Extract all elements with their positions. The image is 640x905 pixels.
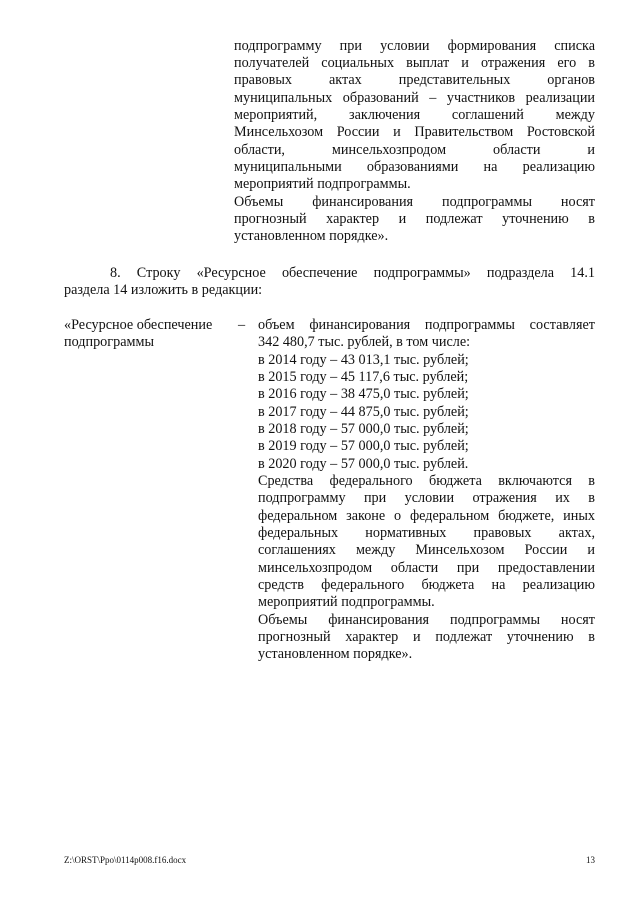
text-line: муниципальными образованиями на реализацию bbox=[234, 159, 595, 175]
text-line: правовых актах представительных органов bbox=[234, 72, 595, 88]
text-line: в 2015 году – 45 117,6 тыс. рублей; bbox=[258, 369, 469, 385]
text-line: в 2014 году – 43 013,1 тыс. рублей; bbox=[258, 352, 469, 368]
text-line: объем финансирования подпрограммы составляет bbox=[258, 317, 595, 333]
resource-label: «Ресурсное обеспечение bbox=[64, 317, 213, 333]
text-line: минсельхозпродом области при предоставлении bbox=[258, 560, 595, 576]
text-line: Минсельхозом России и Правительством Ростовской bbox=[234, 124, 595, 140]
text-line: муниципальных образований – участников реализации bbox=[234, 90, 595, 106]
text-line: установленном порядке». bbox=[258, 646, 413, 662]
text-line: Средства федерального бюджета включаются в bbox=[258, 473, 595, 489]
text-line: подпрограмму при условии формирования списка bbox=[234, 38, 595, 54]
text-line: в 2016 году – 38 475,0 тыс. рублей; bbox=[258, 386, 469, 402]
text-line: Объемы финансирования подпрограммы носят bbox=[258, 612, 595, 628]
text-line: соглашениях между Минсельхозом России и bbox=[258, 542, 595, 558]
text-line: федеральном законе о федеральном бюджете, иных bbox=[258, 508, 595, 524]
footer-file-path: Z:\ORST\Ppo\0114p008.f16.docx bbox=[64, 855, 187, 865]
text-line: мероприятий, заключения соглашений между bbox=[234, 107, 595, 123]
text-line: 342 480,7 тыс. рублей, в том числе: bbox=[258, 334, 471, 350]
text-line: в 2017 году – 44 875,0 тыс. рублей; bbox=[258, 404, 469, 420]
text-line: получателей социальных выплат и отражения его в bbox=[234, 55, 595, 71]
text-line: подпрограмму при условии отражения их в bbox=[258, 490, 595, 506]
text-line: в 2020 году – 57 000,0 тыс. рублей. bbox=[258, 456, 469, 472]
text-line: средств федерального бюджета на реализацию bbox=[258, 577, 595, 593]
text-line: прогнозный характер и подлежат уточнению в bbox=[258, 629, 595, 645]
label-dash: – bbox=[238, 317, 246, 333]
text-line: в 2018 году – 57 000,0 тыс. рублей; bbox=[258, 421, 469, 437]
text-line: Объемы финансирования подпрограммы носят bbox=[234, 194, 595, 210]
resource-label: подпрограммы bbox=[64, 334, 154, 350]
text-line: федеральных нормативных правовых актах, bbox=[258, 525, 595, 541]
text-line: 8. Строку «Ресурсное обеспечение подпрограммы» подраздела 14.1 bbox=[110, 265, 595, 281]
text-line: мероприятий подпрограммы. bbox=[234, 176, 411, 192]
page-number: 13 bbox=[586, 855, 595, 865]
text-line: раздела 14 изложить в редакции: bbox=[64, 282, 263, 298]
text-line: в 2019 году – 57 000,0 тыс. рублей; bbox=[258, 438, 469, 454]
text-line: области, минсельхозпродом области и bbox=[234, 142, 595, 158]
text-line: прогнозный характер и подлежат уточнению в bbox=[234, 211, 595, 227]
text-line: мероприятий подпрограммы. bbox=[258, 594, 435, 610]
text-line: установленном порядке». bbox=[234, 228, 389, 244]
